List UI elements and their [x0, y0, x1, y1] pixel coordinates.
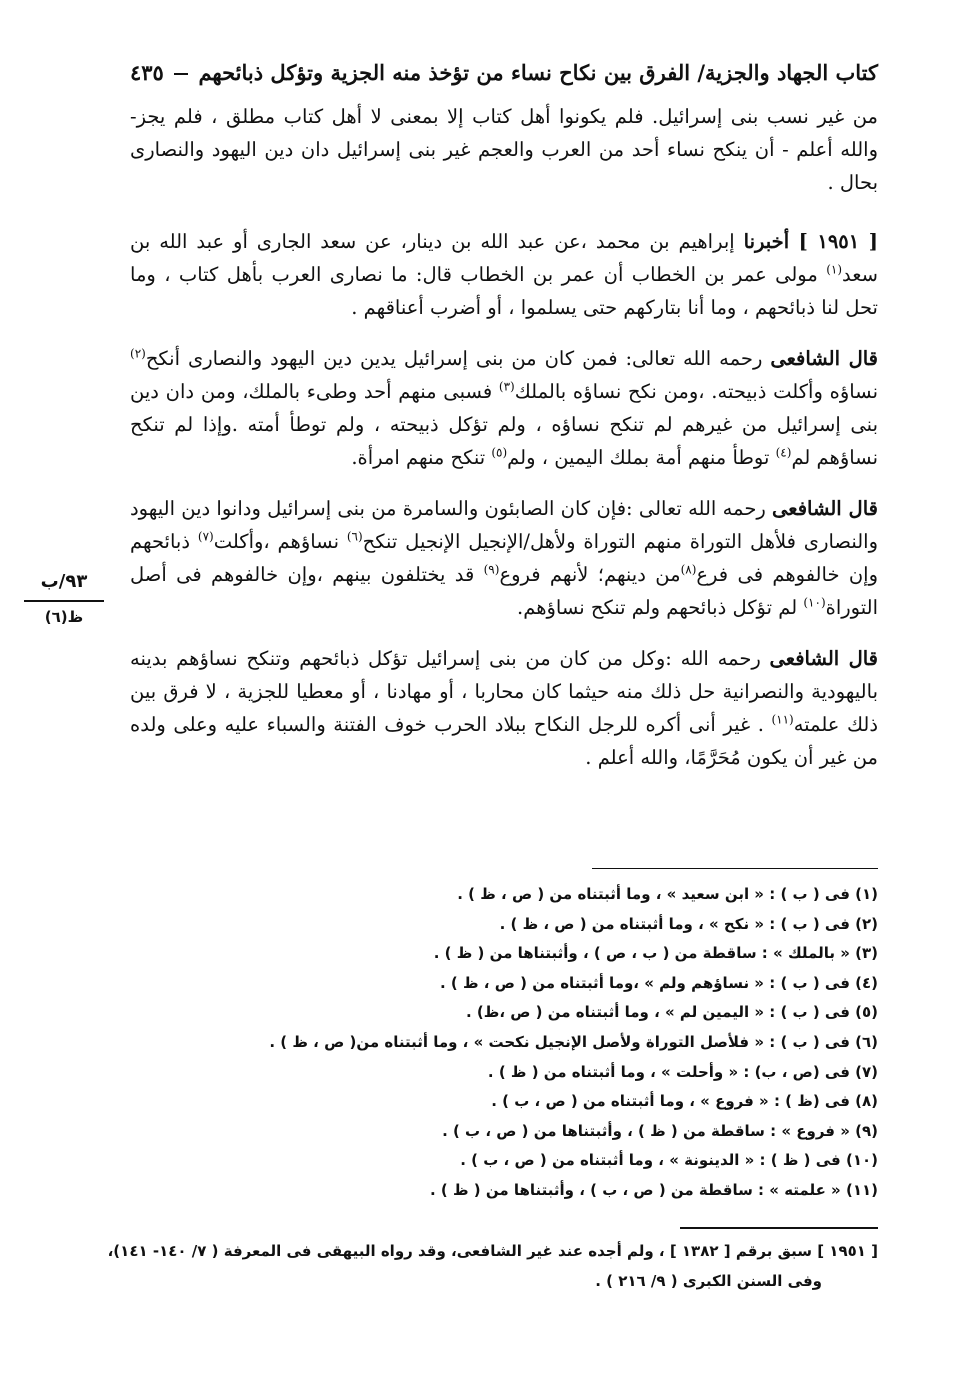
paragraph-shafii-3: [130, 642, 878, 774]
paragraph-text: من دينهم؛ لأنهم فروع: [499, 563, 681, 586]
footnote-item: (٦) فى ( ب ) : « فلأصل التوراة ولأصل الإنجيل نكحت » ، وما أثبتناه من( ص ، ظ ) .: [269, 1032, 878, 1051]
footnote-ref-8[interactable]: (٨): [680, 562, 697, 577]
manuscript-folio-marker: [18, 570, 110, 628]
paragraph-text: توطأ منهم أمة بملك اليمين ، ولم: [507, 446, 776, 469]
source-note-separator: [680, 1227, 878, 1229]
header-title: كتاب الجهاد والجزية/ الفرق بين نكاح نساء من تؤخذ منه الجزية وتؤكل ذبائحهم: [198, 59, 878, 85]
footnote-item: (٢) فى ( ب ) : « نكح » ، وما أثبتناه من ( ص ، ظ ) .: [499, 914, 878, 933]
footnote-ref-1[interactable]: (١): [826, 262, 843, 277]
paragraph-hadith-1951: [130, 225, 878, 324]
paragraph-shafii-2: [130, 492, 878, 624]
footnote-ref-5[interactable]: (٥): [491, 445, 508, 460]
footnote-ref-6[interactable]: (٦): [346, 529, 363, 544]
footnote-item: (٣) « بالملك » : ساقطة من ( ب ، ص ) ، وأثبتناها من ( ظ ) .: [433, 944, 878, 963]
paragraph-text: إبراهيم بن محمد ،عن عبد الله بن دينار، عن سعد الجارى أو عبد الله بن سعد: [130, 230, 878, 286]
speaker-lead: قال الشافعى: [770, 347, 878, 370]
footnote-ref-4[interactable]: (٤): [775, 445, 792, 460]
footnote-item: (٥) فى ( ب ) : « اليمين لم » ، وما أثبتناه من ( ص ،ظ) .: [466, 1003, 878, 1022]
footnote-ref-7[interactable]: (٧): [197, 529, 214, 544]
hadith-source-note: [107, 1236, 878, 1296]
speaker-lead: قال الشافعى: [769, 647, 878, 670]
page-number: ٤٣٥: [130, 59, 164, 85]
footnote-item: (١١) « علمته » : ساقطة من ( ص ، ب ) ، وأثبتناها من ( ظ ) .: [429, 1180, 878, 1199]
paragraph-text: نساؤه وأكلت ذبيحته. ،ومن نكح نساؤه بالملك: [514, 380, 878, 403]
paragraph-text: ذبائحهم وإن خالفوهم فى فرع: [130, 530, 878, 586]
speaker-lead: قال الشافعى: [772, 497, 878, 520]
paragraph-text: مولى عمر بن الخطاب أن عمر بن الخطاب قال: ما نصارى العرب بأهل كتاب ، وما تحل لنا ذبائحهم ، وما أنا بتاركهم حتى يسلموا ، أو أضرب أعناقهم .: [130, 263, 878, 319]
footnote-separator: [592, 868, 878, 869]
footnote-item: (٨) فى (ظ ) : « فروع » ، وما أثبتناه من ( ص ، ب ) .: [491, 1092, 878, 1111]
folio-marker-top: ٩٣/ب: [40, 571, 88, 592]
paragraph-1: من غير نسب بنى إسرائيل. فلم يكونوا أهل كتاب إلا بمعنى لا أهل كتاب مطلق ، فلم يجز- والله أعلم - أن ينكح نساء أحد من العرب والعجم غير بنى إسرائيل دان دين اليهود والنصارى بحال .: [130, 105, 878, 194]
footnote-item: (٩) « فروع » : ساقطة من ( ظ ) ، وأثبتناها من ( ص ، ب ) .: [442, 1121, 878, 1140]
paragraph-text: رحمه الله تعالى :فإن كان الصابئون والسامرة من بنى إسرائيل ودانوا دين اليهود والنصارى فلأهل التوراة منهم التوراة ولأهل/الإنجيل الإنجيل تنكح: [130, 497, 879, 553]
paragraph-text: رحمه الله تعالى: فمن كان من بنى إسرائيل يدين دين اليهود والنصارى أنكح: [145, 347, 771, 370]
paragraph-text: فسبى منهم أحد وطىء بالملك، ومن دان دين بنى إسرائيل من غيرهم لم تنكح نساؤه ، ولم تؤكل ذبيحته ، ولم توطأ أمته .وإذا لم تنكح نساؤهم لم: [130, 380, 878, 469]
footnote-item: (٤) فى ( ب ) : « نساؤهم ولم » ،وما أثبتناه من ( ص ، ظ ) .: [440, 973, 878, 992]
paragraph-text: نساؤهم ،وأكلت: [213, 530, 347, 553]
paragraph-shafii-1: [130, 342, 878, 474]
main-text: [130, 100, 878, 792]
source-note-line-1: [ ١٩٥١ ] سبق برقم [ ١٣٨٢ ] ، ولم أجده عند غير الشافعى، وقد رواه البيهقى فى المعرفة ( ٧/ ١٤٠- ١٤١)،: [107, 1242, 878, 1260]
footnote-ref-9[interactable]: (٩): [483, 562, 500, 577]
running-header: [130, 52, 878, 92]
footnote-item: (١) فى ( ب ) : « ابن سعيد » ، وما أثبتناه من ( ص ، ظ ) .: [457, 885, 878, 903]
footnotes: [130, 880, 878, 1206]
footnote-ref-11[interactable]: (١١): [771, 712, 794, 727]
source-note-line-2: وفى السنن الكبرى ( ٩/ ٢١٦ ) .: [595, 1272, 822, 1290]
folio-marker-bottom: ظ(٦): [44, 608, 84, 626]
paragraph-text: قد يختلفون بينهم ،وإن خالفوهم فى أصل التوراة: [130, 563, 878, 619]
paragraph-text: رحمه الله :وكل من كان من بنى إسرائيل تؤكل ذبائحهم وتنكح نساؤهم بدينه باليهودية والنصرانية حل ذلك منه حيثما كان محاربا ، أو مهادنا ، أو معطيا للجزية ، لا فرق بين ذلك علمته: [130, 647, 878, 736]
footnote-ref-3[interactable]: (٣): [498, 379, 515, 394]
footnote-item: (١٠) فى ( ظ ) : « الدينونة » ، وما أثبتناه من ( ص ، ب ) .: [460, 1151, 878, 1170]
folio-marker-rule: [24, 600, 104, 602]
paragraph-text: تنكح منهم امرأة.: [351, 446, 492, 469]
footnote-item: (٧) فى (ص ، ب) : « وأحلت » ، وما أثبتناه من ( ظ ) .: [487, 1062, 878, 1081]
paragraph-text: . غير أنى أكره للرجل النكاح ببلاد الحرب خوف الفتنة والسباء عليه وعلى ولده من غير أن يكون مُحَرَّمًا، والله أعلم .: [130, 713, 878, 769]
paragraph-text: لم تؤكل ذبائحهم ولم تنكح نساؤهم.: [517, 596, 804, 619]
footnote-ref-10[interactable]: (١٠): [803, 595, 826, 610]
header-rule: [174, 73, 189, 75]
footnote-ref-2[interactable]: (٢): [130, 346, 146, 361]
hadith-number-lead: [ ١٩٥١ ] أخبرنا: [743, 230, 878, 253]
